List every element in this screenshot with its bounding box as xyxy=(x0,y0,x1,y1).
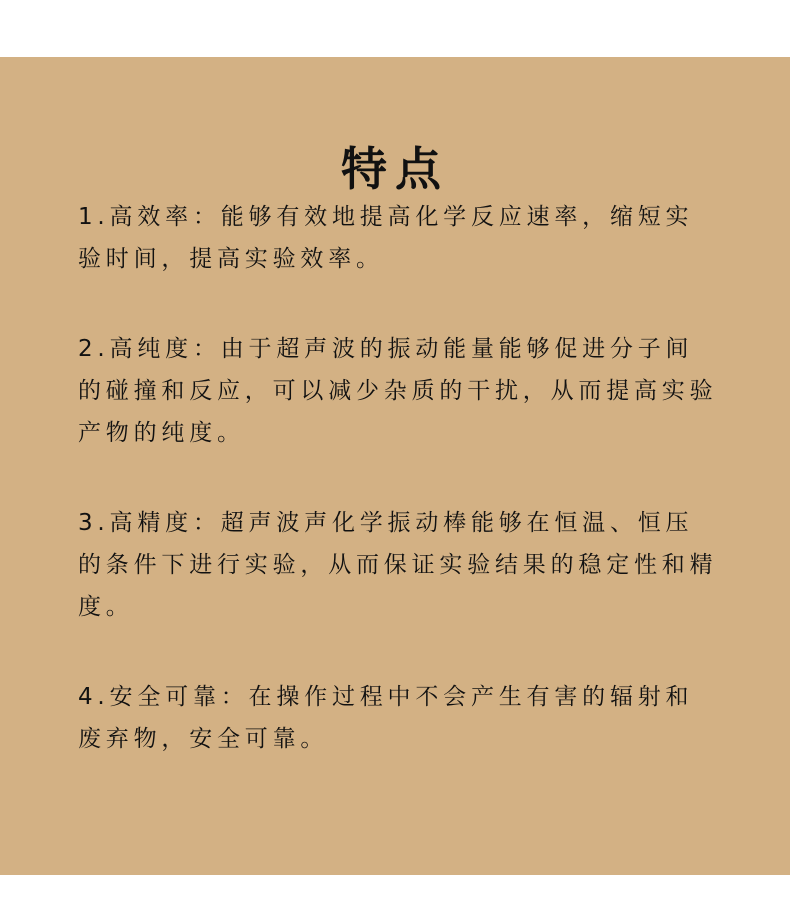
feature-item-purity: 2.高纯度：由于超声波的振动能量能够促进分子间的碰撞和反应，可以减少杂质的干扰，从而提高实验产物的纯度。 xyxy=(78,336,718,446)
feature-item-precision: 3.高精度：超声波声化学振动棒能够在恒温、恒压的条件下进行实验，从而保证实验结果的稳定性和精度。 xyxy=(78,510,718,620)
feature-list xyxy=(78,196,718,808)
feature-item-safety: 4.安全可靠：在操作过程中不会产生有害的辐射和废弃物，安全可靠。 xyxy=(78,684,694,752)
feature-item-efficiency: 1.高效率：能够有效地提高化学反应速率，缩短实验时间，提高实验效率。 xyxy=(78,204,694,272)
page-title: 特点 xyxy=(341,141,449,196)
